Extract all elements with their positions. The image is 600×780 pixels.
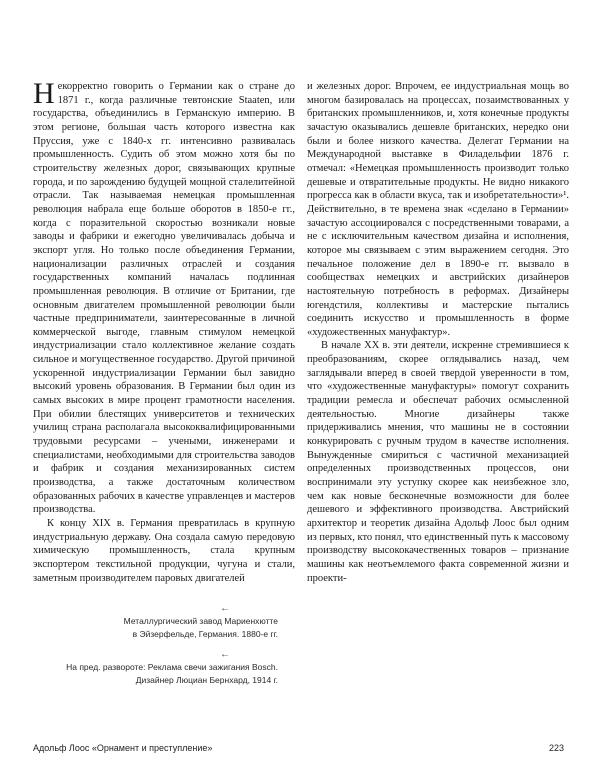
image-captions	[60, 603, 278, 695]
caption-line: Дизайнер Люциан Бернхард, 1914 г.	[135, 675, 278, 685]
paragraph: и железных дорог. Впрочем, ее индустриальная мощь во многом базировалась на процессах, позаимствованных у британских промышленников, и, хотя конечные продукты зачастую оказывались дешевле британских, нередко они были и более низкого качества. Делегат Германии на Международной выставке в Филадельфии 1876 г. отмечал: «Немецкая промышленность производит только дешевые и отвратительные продукты. Не видно никакого прогресса как в области вкуса, так и изобретательности»¹. Действительно, в те времена знак «сделано в Германии» зачастую ассоциировался с посредственными товарами, а не с исключительным качеством дизайна и исполнения, которое мы связываем с этим выражением сегодня. Это печальное положение дел в 1890-е гг. вызвало в сообществах немецких и австрийских дизайнеров настоятельную потребность в реформах. Дизайнеры югендстиля, коллективы и мастерские пытались соединить искусство и промышленность в форме «художественных мануфактур».	[307, 81, 569, 338]
right-text-column	[307, 80, 569, 585]
caption	[60, 603, 278, 641]
paragraph: В начале XX в. эти деятели, искренне стремившиеся к преобразованиям, скорее оглядывались назад, чем заглядывали вперед в своей твердой уверенности в том, что «художественные мануфактуры» помогут сохранить традиции ремесла и обеспечат рабочих осмысленной деятельностью. Многие дизайнеры также придерживались мнения, что машины не в состоянии конкурировать с ручным трудом в качестве исполнения. Вынужденные смириться с частичной механизацией определенных производственных процессов, они воспринимали эту уступку скорее как неизбежное зло, чем как новые бесконечные возможности для более дешевого и эффективного производства. Австрийский архитектор и теоретик дизайна Адольф Лоос был одним из первых, кто понял, что единственный путь к массовому производству высококачественных товаров – признание машины как неотъемлемого факта современной жизни и проекти-	[307, 340, 569, 584]
left-arrow-icon: ←	[220, 603, 230, 614]
caption-line: Металлургический завод Мариенхютте	[123, 616, 278, 626]
left-arrow-icon: ←	[220, 649, 230, 660]
paragraph	[33, 77, 295, 517]
page-footer	[33, 743, 564, 753]
caption	[60, 649, 278, 687]
caption-line: На пред. развороте: Реклама свечи зажигания Bosch.	[66, 662, 278, 672]
caption-line: в Эйзерфельде, Германия. 1880-е гг.	[132, 629, 278, 639]
paragraph: К концу XIX в. Германия превратилась в крупную индустриальную державу. Она создала самую передовую химическую промышленность, стала крупным экспортером текстильной продукции, чугуна и стали, заметным производителем паровых двигателей	[33, 518, 295, 584]
running-title: Адольф Лоос «Орнамент и преступление»	[33, 743, 213, 753]
page-number: 223	[548, 743, 564, 753]
drop-cap: Н	[33, 77, 55, 110]
left-text-column	[33, 77, 295, 585]
paragraph-text: екорректно говорить о Германии как о стране до 1871 г., когда различные тевтонские Staaten, или государства, объединились в Германскую империю. В этом регионе, большая часть которого известна как Пруссия, уже с 1840-х гг. интенсивно развивалась промышленность. Судить об этом можно хотя бы по строительству железных дорог, связывающих крупные города, и по зарождению будущей мощной сталелитейной отрасли. Так называемая немецкая промышленная революция набрала еще больше оборотов в 1850-е гг., когда с поразительной скоростью возникали новые заводы и фабрики и ежегодно увеличивалась добыча и экспорт угля. Но только после объединения Германии, национализации различных отраслей и создания государственных компаний началась подлинная промышленная революция. В отличие от Британии, где основным двигателем промышленной революции были частные предприниматели, заинтересованные в личной коммерческой выгоде, главным стимулом немецкой индустриализации стало коллективное желание создать сильное и могущественное государство. Другой причиной ускоренной индустриализации Германии был завидно высокий уровень образования. В Германии был один из самых высоких в мире процент грамотности населения. При обилии блестящих университетов и технических училищ страна располагала высококвалифицированными трудовыми ресурсами – учеными, инженерами и специалистами, необходимыми для строительства заводов и фабрик и создания механизированных систем производства, а также достаточным количеством образованных рабочих в качестве управленцев и мастеров производства.	[33, 81, 295, 516]
